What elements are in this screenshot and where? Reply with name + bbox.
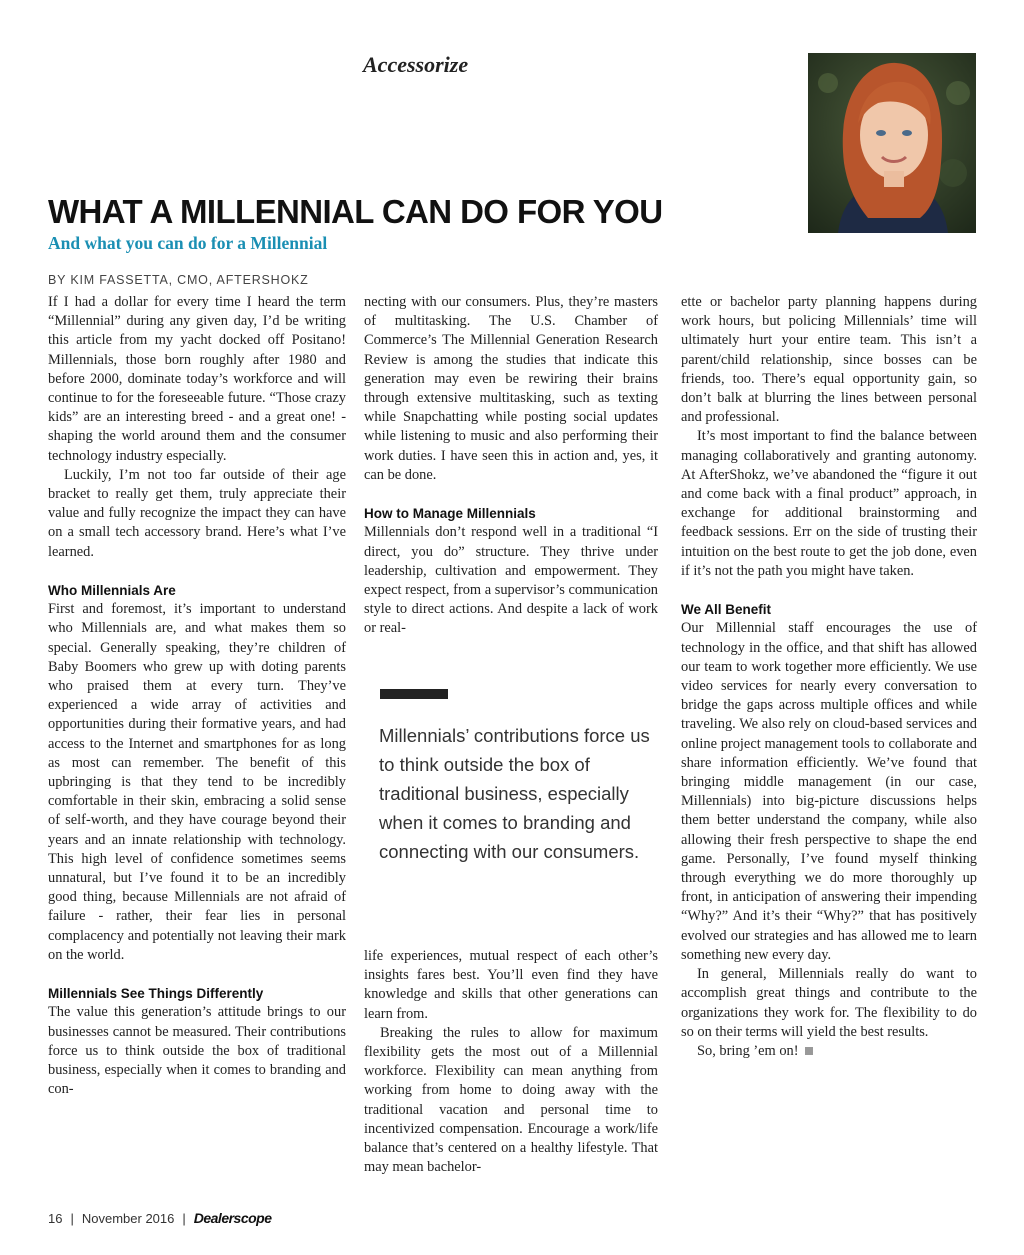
- author-portrait-image: [808, 53, 976, 233]
- paragraph: Luckily, I’m not too far outside of their age bracket to really get them, truly appreciate their value and fully recognize the impact they can have on a small tech accessory brand. Here’s what I’ve learned.: [48, 466, 346, 560]
- byline: BY KIM FASSETTA, CMO, AFTERSHOKZ: [48, 273, 309, 287]
- paragraph: life experiences, mutual respect of each other’s insights fares best. You’ll even find they have knowledge and skills that other generations can learn from.: [364, 948, 658, 1022]
- paragraph: The value this generation’s attitude brings to our businesses cannot be measured. Their contributions force us to think outside the box of traditional business, especially when it comes to branding and con-: [48, 1004, 346, 1098]
- subhead: And what you can do for a Millennial: [48, 233, 328, 253]
- section-label: Accessorize: [363, 52, 469, 77]
- column-1: [48, 293, 346, 1100]
- closing-paragraph: [681, 1042, 977, 1061]
- section-heading: How to Manage Millennials: [364, 506, 536, 522]
- paragraph: In general, Millennials really do want to accomplish great things and contribute to the organizations they work for. The flexibility to do so on their terms will yield the best results.: [681, 966, 977, 1040]
- headline: WHAT A MILLENNIAL CAN DO FOR YOU: [48, 193, 663, 230]
- paragraph: Our Millennial staff encourages the use of technology in the office, and that shift has allowed our team to work together more efficiently. We use video services for nearly every conversation to bridge the gaps across multiple offices and while traveling. We also rely on cloud-based services and online project management tools to collaborate and share information efficiently. We’ve found that bringing middle management (in our case, Millennials) into big-picture discussions helps them better understand the company, while also allowing their fresh perspective to shape the end game. Personally, I’ve found myself thinking through everything we do more thoroughly up front, in anticipation of answering their impending “Why?” And it’s their “Why?” that has positively evolved our strategies and has allowed me to learn something new every day.: [681, 620, 977, 963]
- section-heading: Millennials See Things Differently: [48, 986, 264, 1002]
- paragraph: It’s most important to find the balance between managing collaboratively and granting autonomy. At AfterShokz, we’ve abandoned the “figure it out and come back with a final product” approach, in exchange for additional brainstorming and feedback sessions. Err on the side of trusting their intuition on the best route to get the job done, even if it’s not the path you might have taken.: [681, 428, 977, 579]
- pull-quote-bar: [380, 689, 448, 699]
- pull-quote: Millennials’ contributions force us to think outside the box of traditional business, especially when it comes to branding and connecting with our consumers.: [379, 725, 650, 862]
- footer-separator: |: [70, 1210, 74, 1226]
- paragraph: First and foremost, it’s important to understand who Millennials are, and what makes them so special. Generally speaking, they’re children of Baby Boomers who grew up with doting parents who praised them at every turn. They’ve experienced a wide array of activities and opportunities during their formative years, and had access to the Internet and smartphones for as long as most can remember. The benefit of this upbringing is that they tend to be incredibly comfortable in their skin, embracing a solid sense of self-worth, and they have courage beyond their years and an innate relationship with technology. This high level of confidence sometimes seems unnatural, but I’ve found it to be an incredibly good thing, because Millennials are not afraid of failure - rather, their fear lies in personal complacency and potentially not leaving their mark on the world.: [48, 601, 346, 963]
- paragraph: Millennials don’t respond well in a traditional “I direct, you do” structure. They thrive under leadership, cultivation and empowerment. They expect respect, from a supervisor’s communication style to direct actions. And despite a lack of work or real-: [364, 524, 658, 637]
- section-heading: We All Benefit: [681, 602, 772, 618]
- author-photo: [808, 53, 976, 233]
- footer-separator: |: [182, 1210, 186, 1226]
- paragraph: necting with our consumers. Plus, they’re masters of multitasking. The U.S. Chamber of Commerce’s The Millennial Generation Research Review is among the studies that indicate this generation may even be rewiring their brains through extensive multitasking, such as texting while Snapchatting while posting social updates while listening to music and also performing their work duties. I have seen this in action and, yes, it can be done.: [364, 294, 658, 483]
- page-number: 16: [48, 1210, 63, 1226]
- paragraph: Breaking the rules to allow for maximum flexibility gets the most out of a Millennial workforce. Flexibility can mean anything from working from home to doing away with the traditional vacation and personal time to incentivized compensation. Encourage a work/life balance that’s centered on a healthy lifestyle. That may mean bachelor-: [364, 1024, 658, 1176]
- issue-date: November 2016: [81, 1210, 175, 1226]
- closing-text: So, bring ’em on!: [697, 1042, 799, 1059]
- page-footer: [48, 1210, 272, 1226]
- publication-logo: Dealerscope: [193, 1210, 272, 1226]
- end-mark-icon: [805, 1047, 813, 1055]
- column-2-bottom: [364, 947, 658, 1177]
- paragraph: ette or bachelor party planning happens during work hours, but policing Millennials’ time will ultimately hurt your entire team. This isn’t a parent/child relationship, since bosses can be friends, too. There’s equal opportunity gain, so don’t balk at blurring the lines between personal and professional.: [681, 294, 977, 426]
- column-2-top: [364, 293, 658, 639]
- column-3: [681, 293, 977, 1061]
- paragraph: If I had a dollar for every time I heard the term “Millennial” during any given day, I’d be writing this article from my yacht docked off Positano! Millennials, those born roughly after 1980 and before 2000, dominate today’s workforce and will continue to for the foreseeable future. “Those crazy kids” are an interesting breed - and a great one! - shaping the world around them and the consumer technology industry especially.: [48, 294, 346, 464]
- section-heading: Who Millennials Are: [48, 583, 176, 599]
